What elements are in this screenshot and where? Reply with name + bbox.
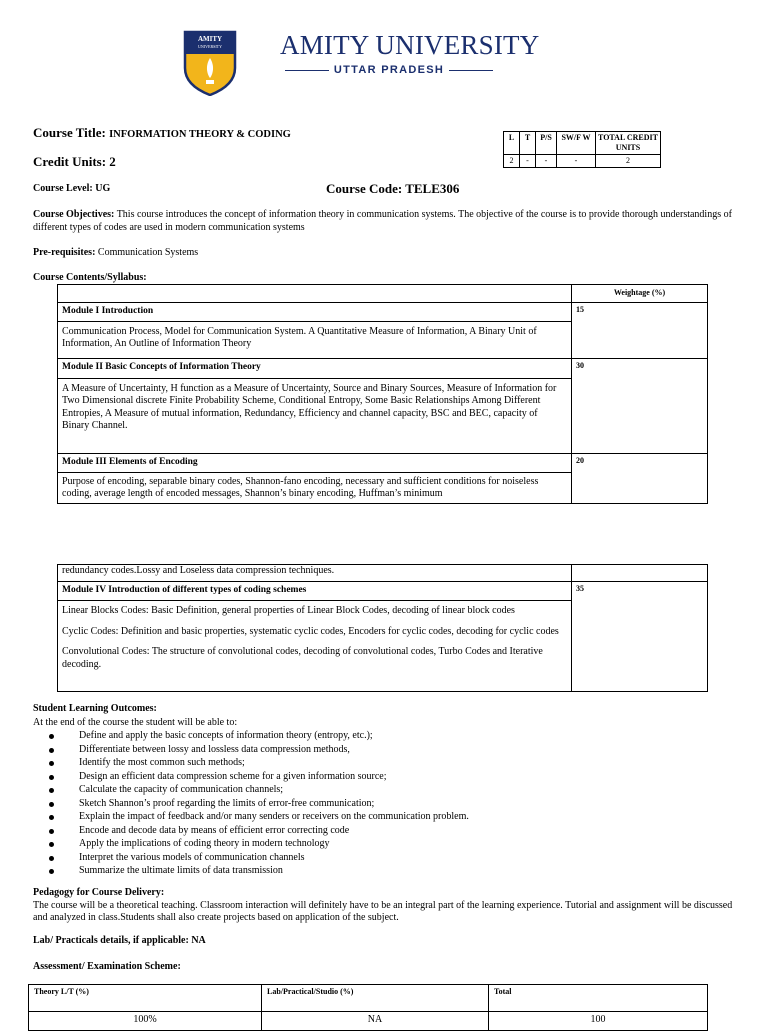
pedagogy-text: The course will be a theoretical teaching. Classroom interaction will definitely have to be an integral part of the learning experience. Tutorial and assignment will be discussed and analyzed in class.Students shall also create projects based on application of the subject.: [33, 899, 733, 923]
credit-header-cell: SW/F W: [557, 132, 596, 155]
credit-header-cell: T: [520, 132, 536, 155]
module-row: [58, 582, 708, 601]
lab-details: Lab/ Practicals details, if applicable: NA: [33, 935, 206, 946]
list-item: Explain the impact of feedback and/or many senders or receivers on the communication problem.: [65, 810, 733, 824]
syllabus-header-blank: [58, 285, 572, 303]
list-item: Sketch Shannon’s proof regarding the limits of error-free communication;: [65, 797, 733, 811]
syllabus-table: [57, 284, 708, 504]
cyclic-codes: Cyclic Codes: Definition and basic properties, systematic cyclic codes, Encoders for cyclic codes, decoding for cyclic codes: [62, 625, 559, 637]
location-text: UTTAR PRADESH: [333, 64, 445, 76]
pedagogy-section: [33, 887, 733, 925]
credit-value-cell: 2: [596, 155, 661, 168]
list-item: Summarize the ultimate limits of data transmission: [65, 864, 733, 878]
list-item: Identify the most common such methods;: [65, 756, 733, 770]
list-item: Differentiate between lossy and lossless data compression methods,: [65, 743, 733, 757]
assessment-header-cell: Lab/Practical/Studio (%): [262, 985, 489, 1012]
pedagogy-label: Pedagogy for Course Delivery:: [33, 887, 165, 898]
prerequisites: [33, 247, 733, 260]
credit-table-values: [504, 155, 661, 168]
credit-header-cell: P/S: [536, 132, 557, 155]
assessment-value-cell: 100%: [29, 1012, 262, 1031]
svg-text:AMITY: AMITY: [197, 35, 223, 43]
convolutional-codes: Convolutional Codes: The structure of convolutional codes, decoding of convolutional codes, Turbo Codes and Iterative decoding.: [62, 646, 543, 670]
credit-header-cell: TOTAL CREDIT UNITS: [596, 132, 661, 155]
university-location: [285, 64, 493, 76]
course-level-label: Course Level:: [33, 183, 93, 194]
list-item: Calculate the capacity of communication channels;: [65, 783, 733, 797]
module-row: [58, 358, 708, 378]
list-item: Apply the implications of coding theory in modern technology: [65, 837, 733, 851]
credit-value-cell: 2: [504, 155, 520, 168]
credit-value-cell: -: [557, 155, 596, 168]
prerequisites-text: Communication Systems: [97, 247, 199, 258]
syllabus-table-continued: [57, 564, 708, 692]
outcomes-list: [33, 729, 733, 878]
module-content: redundancy codes.Lossy and Loseless data compression techniques.: [58, 565, 572, 582]
credit-table-header: [504, 132, 661, 155]
list-item: Interpret the various models of communication channels: [65, 851, 733, 865]
objectives-text: This course introduces the concept of information theory in communication systems. The objective of the course is to provide thorough understandings of different types of codes are used in modern communication systems: [33, 209, 732, 233]
module-weight: 30: [572, 358, 708, 453]
module-content: Purpose of encoding, separable binary codes, Shannon-fano encoding, necessary and sufficient conditions for noiseless coding, average length of encoded messages, Shannon’s binary encoding, Huffman’s minimum: [58, 472, 572, 503]
credit-value-cell: -: [520, 155, 536, 168]
credit-table: [503, 131, 661, 168]
weightage-header: Weightage (%): [572, 285, 708, 303]
syllabus-header-row: [58, 285, 708, 303]
module-weight: 20: [572, 453, 708, 503]
course-objectives: [33, 209, 733, 234]
list-item: Define and apply the basic concepts of information theory (entropy, etc.);: [65, 729, 733, 743]
module-title: Module III Elements of Encoding: [58, 453, 572, 472]
module-content: A Measure of Uncertainty, H function as a Measure of Uncertainty, Source and Binary Sources, Measure of Information for Two Dimensional discrete Finite Probability Scheme, Conditional Entropy, Some Basic Relationships Among Different Entropies, A Measure of mutual information, Redundancy, Efficiency and channel capacity, BSC and BEC, capacity of Binary Channel.: [58, 378, 572, 453]
syllabus-heading: [33, 272, 733, 285]
prerequisites-label: Pre-requisites:: [33, 247, 96, 258]
objectives-label: Course Objectives:: [33, 209, 115, 220]
svg-text:UNIVERSITY: UNIVERSITY: [198, 44, 222, 49]
credit-header-cell: L: [504, 132, 520, 155]
university-crest-logo: [183, 30, 237, 96]
syllabus-label: Course Contents/Syllabus:: [33, 272, 147, 283]
assessment-heading: Assessment/ Examination Scheme:: [33, 961, 181, 972]
credit-value-cell: -: [536, 155, 557, 168]
course-title-value: INFORMATION THEORY & CODING: [109, 129, 291, 140]
module-content: Communication Process, Model for Communication System. A Quantitative Measure of Information, A Binary Unit of Information, An Outline of Information Theory: [58, 321, 572, 358]
university-name: AMITY UNIVERSITY: [280, 30, 540, 60]
module-weight: 35: [572, 582, 708, 692]
module-row: [58, 302, 708, 321]
module-title: Module IV Introduction of different types of coding schemes: [58, 582, 572, 601]
assessment-header-row: [29, 985, 708, 1012]
assessment-value-row: [29, 1012, 708, 1031]
module-row: [58, 453, 708, 472]
course-level: [33, 183, 110, 194]
list-item: Encode and decode data by means of efficient error correcting code: [65, 824, 733, 838]
module-weight: 15: [572, 302, 708, 358]
credit-units: Credit Units: 2: [33, 154, 116, 169]
outcomes-intro: At the end of the course the student will be able to:: [33, 716, 238, 728]
list-item: Design an efficient data compression scheme for a given information source;: [65, 770, 733, 784]
course-title: [33, 125, 291, 141]
assessment-value-cell: NA: [262, 1012, 489, 1031]
student-learning-outcomes: [33, 702, 733, 878]
module-content: [58, 601, 572, 692]
module-title: Module I Introduction: [58, 302, 572, 321]
assessment-header-cell: Total: [489, 985, 708, 1012]
course-level-value: UG: [95, 183, 111, 194]
linear-block-codes: Linear Blocks Codes: Basic Definition, general properties of Linear Block Codes, decoding of linear block codes: [62, 605, 515, 616]
module-title: Module II Basic Concepts of Information Theory: [58, 358, 572, 378]
module-content-row: [58, 565, 708, 582]
module-weight-blank: [572, 565, 708, 582]
course-code: Course Code: TELE306: [326, 181, 460, 196]
assessment-value-cell: 100: [489, 1012, 708, 1031]
outcomes-label: Student Learning Outcomes:: [33, 703, 157, 714]
course-title-label: Course Title:: [33, 125, 106, 140]
assessment-header-cell: Theory L/T (%): [29, 985, 262, 1012]
